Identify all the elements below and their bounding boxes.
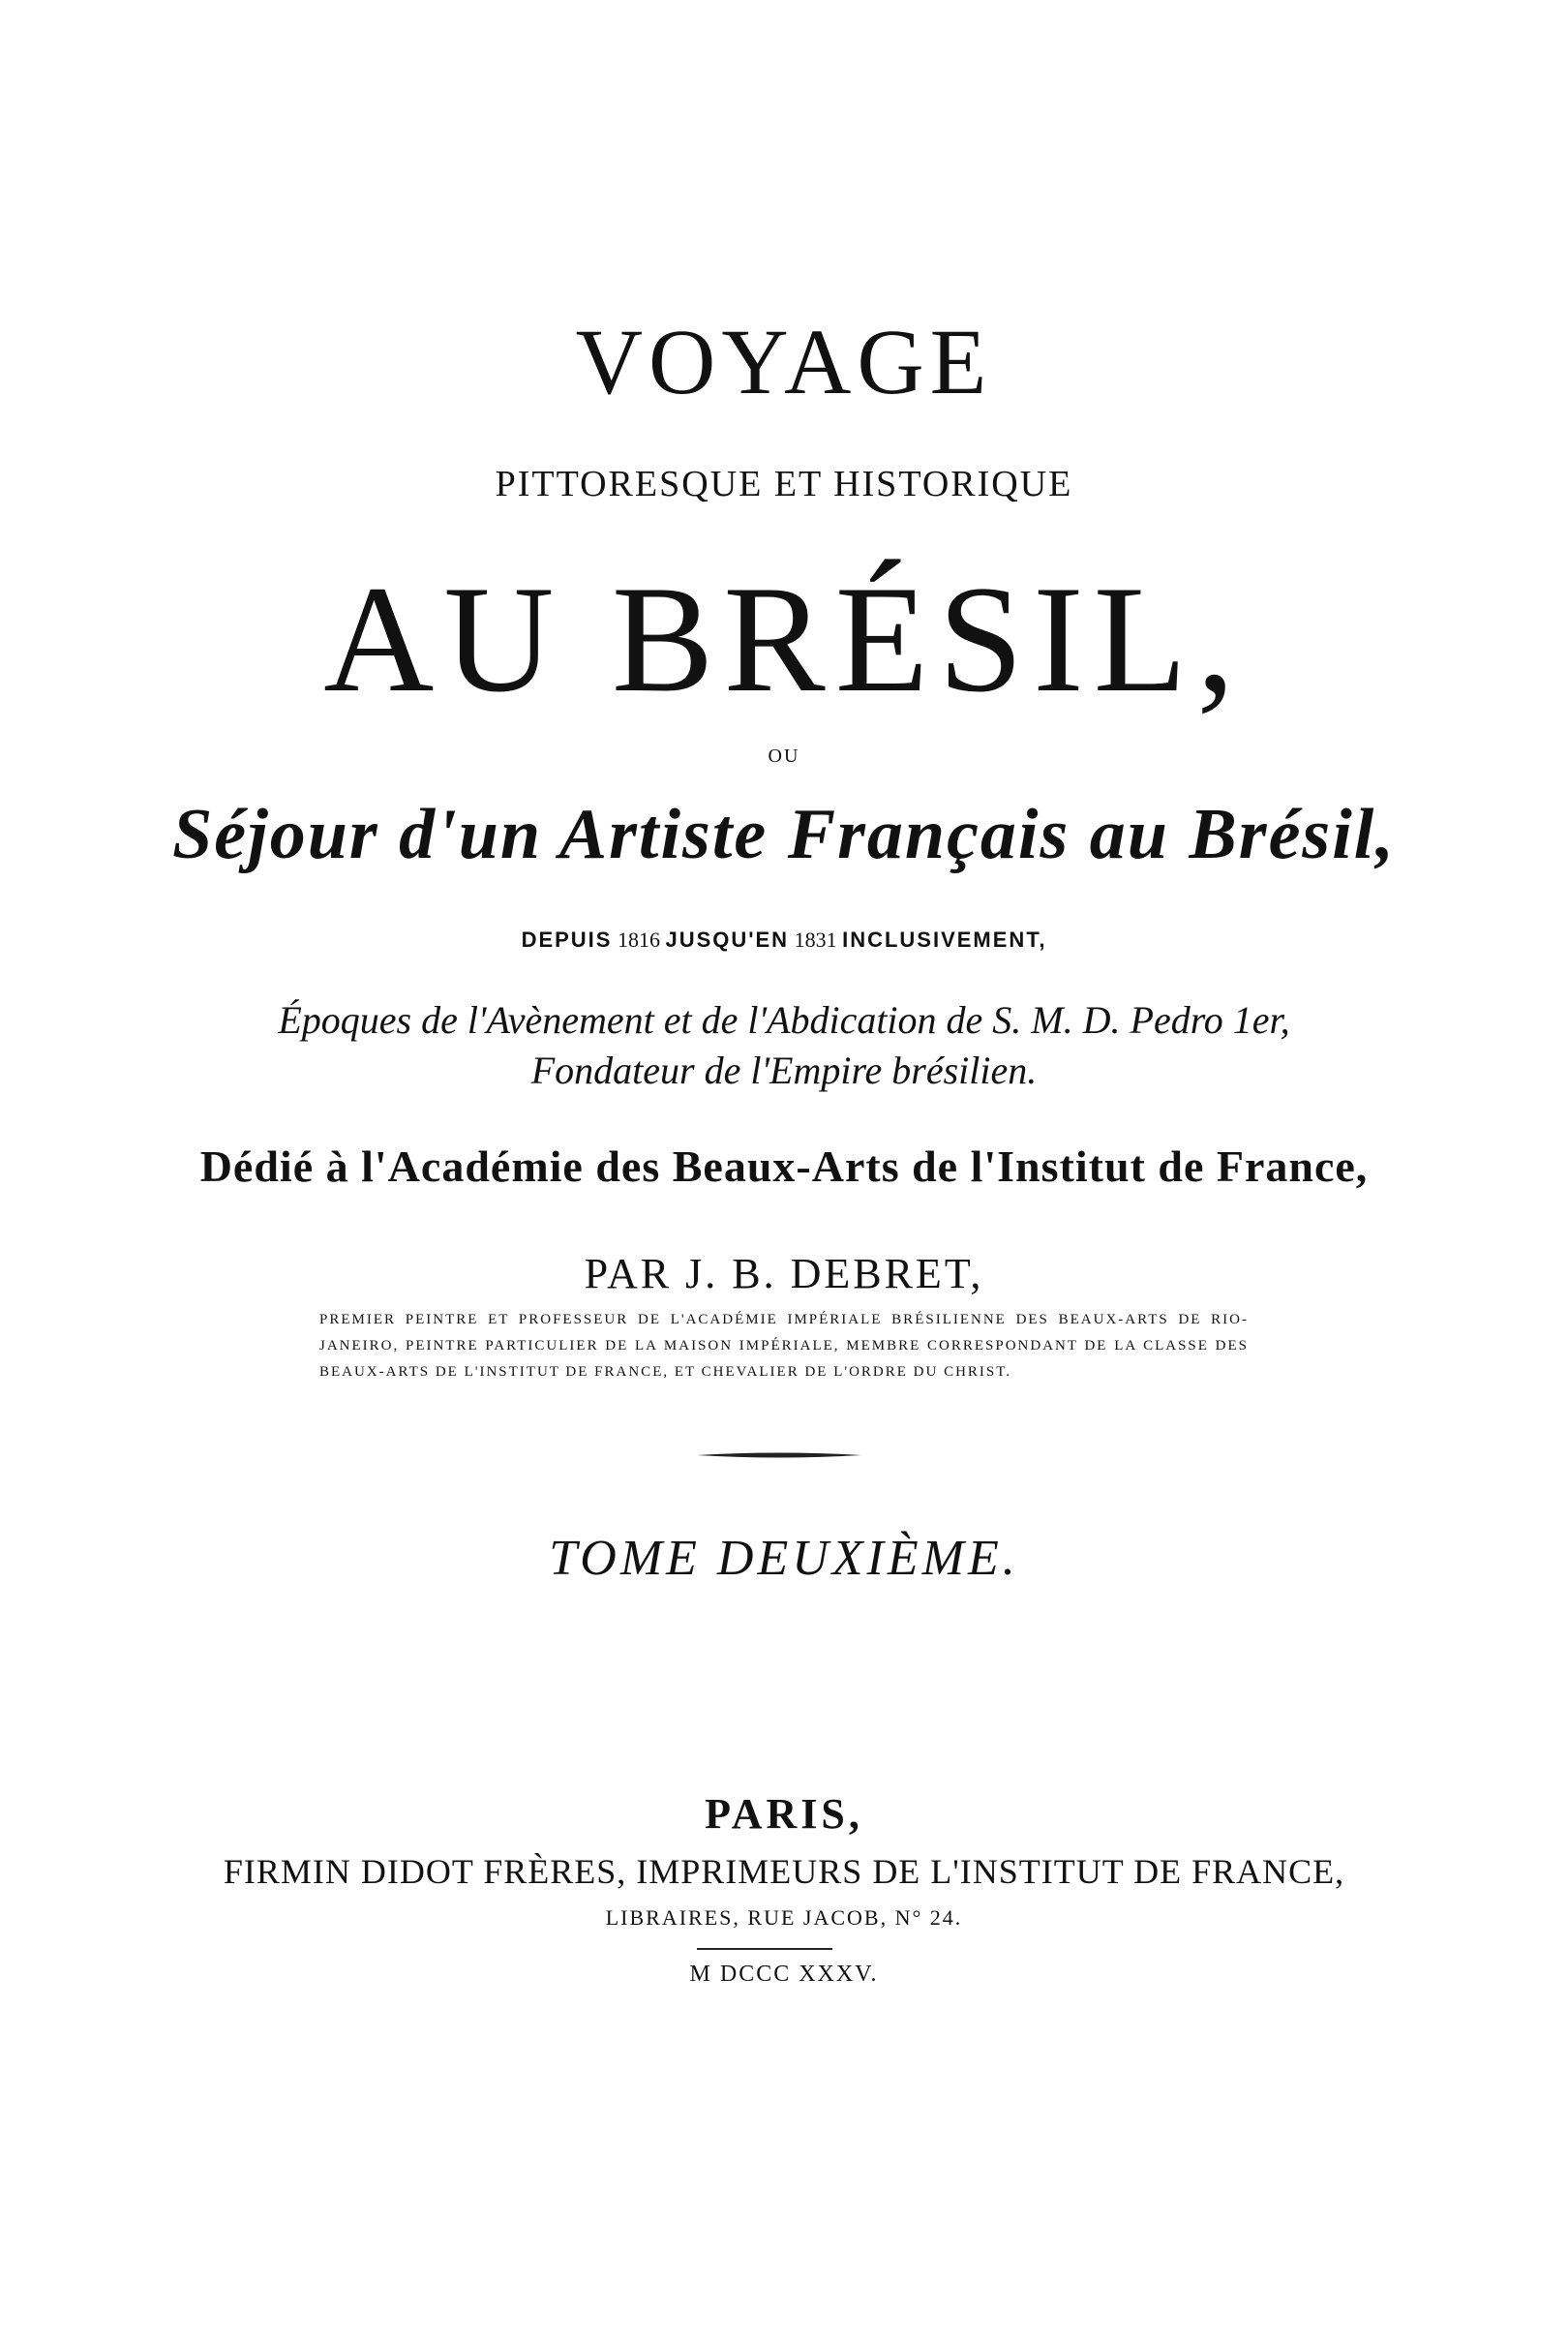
date-range	[0, 928, 1568, 953]
year-start: 1816	[617, 928, 660, 952]
divider-rule	[697, 1948, 832, 1950]
ornamental-rule	[697, 1450, 861, 1460]
city: PARIS,	[705, 1790, 863, 1838]
book-title: VOYAGE	[575, 310, 993, 413]
author-description: PREMIER PEINTRE ET PROFESSEUR DE L'ACADÉMIE IMPÉRIALE BRÉSILIENNE DES BEAUX-ARTS DE RIO-JANEIRO, PEINTRE PARTICULIER DE LA MAISON IMPÉRIALE, MEMBRE CORRESPONDANT DE LA CLASSE DES BEAUX-ARTS DE L'INSTITUT DE FRANCE, ET CHEVALIER DE L'ORDRE DU CHRIST.	[319, 1312, 1249, 1380]
depuis-label: DEPUIS	[521, 928, 613, 952]
or-connector: OU	[768, 746, 800, 767]
author-name: PAR J. B. DEBRET,	[584, 1250, 984, 1297]
main-title: AU BRÉSIL,	[323, 555, 1245, 724]
publication-date: M DCCC XXXV.	[689, 1962, 879, 1987]
year-end: 1831	[794, 928, 837, 952]
alternate-title: Séjour d'un Artiste Français au Brésil,	[172, 795, 1396, 874]
founder-line: Fondateur de l'Empire brésilien.	[530, 1049, 1038, 1092]
publisher: FIRMIN DIDOT FRÈRES, IMPRIMEURS DE L'INSTITUT DE FRANCE,	[223, 1852, 1345, 1891]
book-subtitle: PITTORESQUE ET HISTORIQUE	[495, 464, 1073, 504]
epochs-line: Époques de l'Avènement et de l'Abdication de S. M. D. Pedro 1er,	[278, 998, 1290, 1042]
jusquen-label: JUSQU'EN	[665, 928, 790, 952]
publisher-address: LIBRAIRES, RUE JACOB, N° 24.	[605, 1905, 963, 1930]
volume-label: TOME DEUXIÈME.	[549, 1531, 1019, 1586]
inclusivement-label: INCLUSIVEMENT,	[842, 928, 1047, 952]
dedication: Dédié à l'Académie des Beaux-Arts de l'Institut de France,	[199, 1141, 1369, 1191]
